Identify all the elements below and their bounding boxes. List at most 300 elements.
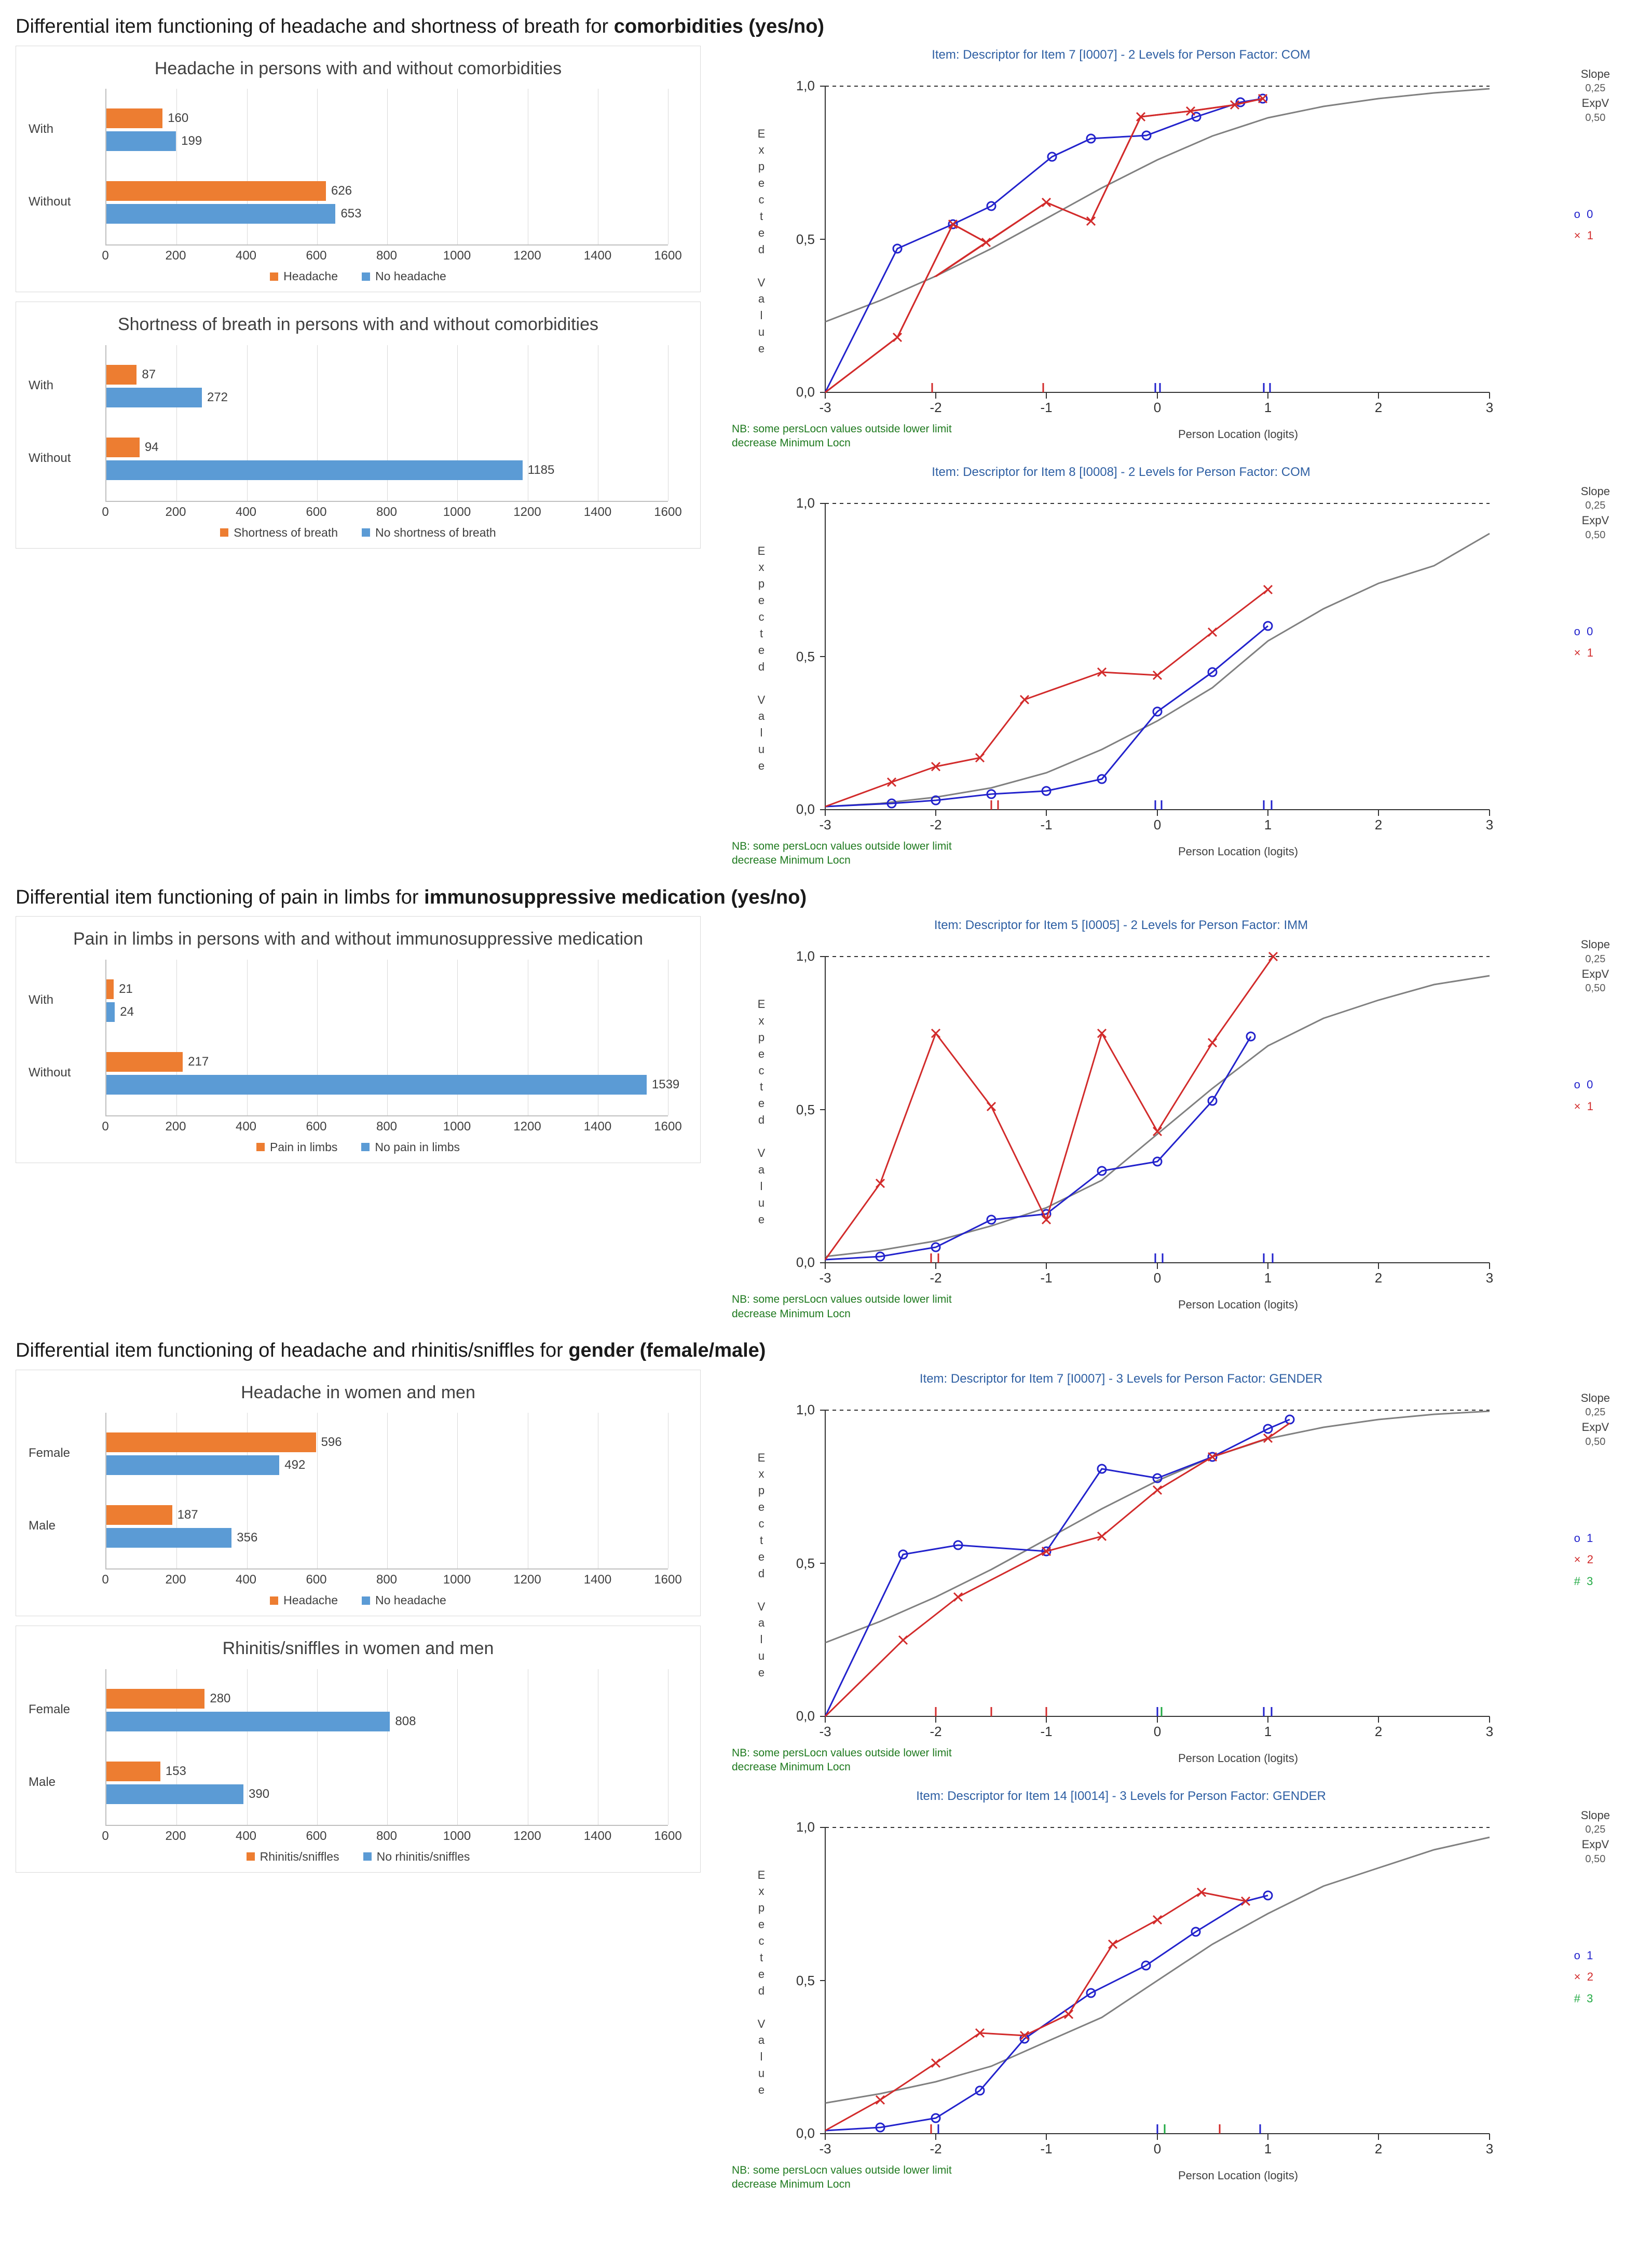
icc-legend-item-0: o 0 (1574, 624, 1593, 638)
bar-group-with (29, 975, 668, 1032)
x-tick: 400 (235, 1828, 257, 1843)
slope-label: Slope (1580, 1391, 1610, 1404)
icc-legend-label: 1 (1587, 1531, 1593, 1545)
x-tick: 600 (306, 1828, 327, 1843)
bar-pain-without (106, 1052, 209, 1072)
bar-value: 21 (119, 981, 133, 996)
svg-text:2: 2 (1374, 399, 1383, 415)
svg-text:-2: -2 (930, 2140, 942, 2157)
icc-note (732, 422, 952, 451)
bar-headache-male (106, 1505, 198, 1525)
bar-nosob-with (106, 388, 228, 407)
x-tick: 1400 (583, 1828, 612, 1843)
bar-value: 1185 (527, 462, 555, 477)
icc-chart-item5-imm (721, 918, 1624, 1333)
legend-swatch-orange (270, 272, 278, 281)
bar-group-without (29, 1048, 680, 1105)
icc-x-axis-label: Person Location (logits) (1178, 1298, 1299, 1311)
legend-swatch-orange (270, 1596, 278, 1605)
svg-text:0,0: 0,0 (796, 801, 815, 817)
svg-text:3: 3 (1485, 399, 1494, 415)
x-tick: 400 (235, 504, 257, 519)
x-tick: 1000 (443, 1573, 471, 1587)
svg-text:1,0: 1,0 (796, 495, 815, 511)
legend-swatch-blue (362, 272, 370, 281)
x-tick: 1200 (513, 249, 541, 263)
icc-note-line1: NB: some persLocn values outside lower limit (732, 1293, 952, 1306)
svg-text:2: 2 (1374, 1723, 1383, 1739)
figure-row-2 (16, 916, 1636, 1333)
x-tick: 1400 (583, 1573, 612, 1587)
icc-legend-label: 0 (1587, 1078, 1593, 1091)
expv-value: 0,50 (1585, 982, 1606, 994)
legend-label: Pain in limbs (269, 1140, 338, 1154)
bar-x-ticks (102, 1569, 682, 1590)
bar-value: 653 (340, 207, 362, 221)
svg-text:1: 1 (1264, 816, 1272, 832)
bar-group-without (29, 177, 668, 234)
bar-x-ticks (102, 502, 682, 523)
bar-col-1 (16, 46, 716, 549)
legend-label: No headache (375, 269, 446, 283)
bar-nopain-without (106, 1075, 680, 1095)
x-tick: 1400 (583, 504, 612, 519)
icc-legend-item-1: × 1 (1574, 1099, 1593, 1113)
bar-rhinitis-female (106, 1689, 231, 1709)
svg-text:2: 2 (1374, 2140, 1383, 2157)
bar-chart-title: Headache in women and men (241, 1382, 475, 1402)
bar-value: 808 (395, 1714, 416, 1728)
legend-label: Headache (283, 269, 338, 283)
bar-value: 160 (168, 111, 189, 125)
icc-legend-label: 3 (1587, 1575, 1593, 1588)
bar-group-with (29, 361, 668, 418)
x-tick: 0 (102, 504, 109, 519)
bar-category-label: Female (29, 1446, 71, 1460)
bar-chart-headache-gender (16, 1370, 701, 1617)
bar-legend (28, 1593, 689, 1607)
bar-category-label: Male (29, 1775, 56, 1789)
bar-col-2 (16, 916, 716, 1163)
x-tick: 1000 (443, 249, 471, 263)
svg-text:2: 2 (1374, 816, 1383, 832)
x-tick: 1200 (513, 1573, 541, 1587)
bar-category-label: Male (29, 1519, 56, 1533)
x-tick: 1600 (654, 1119, 682, 1134)
icc-col-3 (716, 1370, 1636, 2204)
figure-row-3 (16, 1370, 1636, 2204)
bar-plot-area (29, 1669, 668, 1825)
bar-chart-pain-limbs-imm (16, 916, 701, 1163)
bar-headache-without (106, 181, 352, 201)
legend-label: Rhinitis/sniffles (260, 1849, 339, 1863)
x-tick: 800 (376, 1828, 398, 1843)
x-tick: 1200 (513, 504, 541, 519)
bar-noheadache-with (106, 131, 202, 151)
legend-swatch-orange (220, 528, 228, 537)
bar-value: 153 (165, 1764, 186, 1778)
icc-legend-item-2: × 2 (1574, 1553, 1593, 1566)
bar-value: 199 (181, 134, 202, 148)
icc-title: Item: Descriptor for Item 7 [I0007] - 3 Levels for Person Factor: GENDER (919, 1371, 1323, 1386)
icc-note (732, 839, 952, 868)
legend-swatch-blue (363, 1852, 372, 1861)
icc-plot (721, 65, 1531, 442)
x-tick: 0 (102, 1573, 109, 1587)
svg-text:2: 2 (1374, 1270, 1383, 1286)
icc-legend-item-0: o 0 (1574, 1078, 1593, 1091)
x-tick: 1000 (443, 1828, 471, 1843)
x-tick: 200 (165, 1828, 186, 1843)
icc-x-axis-label: Person Location (logits) (1178, 844, 1299, 858)
bar-chart-sob-comorbidities (16, 302, 701, 549)
section-title-3 (16, 1339, 1636, 1363)
icc-note (732, 2163, 952, 2192)
icc-legend (1574, 621, 1593, 664)
bar-norhinitis-male (106, 1784, 270, 1804)
svg-text:0: 0 (1153, 816, 1162, 832)
svg-text:0: 0 (1153, 2140, 1162, 2157)
svg-text:0: 0 (1153, 1270, 1162, 1286)
svg-text:-3: -3 (819, 816, 831, 832)
slope-label: Slope (1580, 938, 1610, 951)
slope-label: Slope (1580, 67, 1610, 80)
section-title-3-text: Differential item functioning of headache and rhinitis/sniffles for (16, 1340, 569, 1361)
bar-chart-title: Pain in limbs in persons with and without immunosuppressive medication (73, 929, 643, 949)
x-tick: 200 (165, 1573, 186, 1587)
icc-legend-item-1: o 1 (1574, 1531, 1593, 1545)
icc-legend-label: 1 (1587, 229, 1593, 242)
x-tick: 600 (306, 504, 327, 519)
svg-text:-2: -2 (930, 399, 942, 415)
bar-chart-headache-comorbidities (16, 46, 701, 293)
slope-label: Slope (1580, 1808, 1610, 1822)
icc-chart-item14-gender (721, 1789, 1624, 2204)
x-tick: 200 (165, 504, 186, 519)
expv-label: ExpV (1581, 97, 1609, 110)
x-tick: 600 (306, 1119, 327, 1134)
bar-headache-female (106, 1432, 342, 1452)
icc-legend (1574, 1074, 1593, 1117)
bar-noheadache-without (106, 204, 362, 224)
bar-value: 596 (321, 1435, 342, 1449)
icc-legend-item-0: o 0 (1574, 207, 1593, 221)
x-tick: 1400 (583, 249, 612, 263)
bar-legend (28, 269, 689, 283)
svg-text:0,0: 0,0 (796, 384, 815, 400)
expv-label: ExpV (1581, 967, 1609, 980)
icc-title: Item: Descriptor for Item 14 [I0014] - 3 Levels for Person Factor: GENDER (916, 1789, 1326, 1803)
icc-note-line1: NB: some persLocn values outside lower limit (732, 422, 952, 435)
section-title-2-text: Differential item functioning of pain in limbs for (16, 886, 425, 908)
svg-text:-2: -2 (930, 1270, 942, 1286)
legend-item (256, 1140, 337, 1154)
bar-group-without (29, 433, 668, 490)
expv-value: 0,50 (1585, 1853, 1606, 1865)
slope-value: 0,25 (1585, 83, 1606, 94)
bar-col-3 (16, 1370, 716, 1873)
icc-slope-box (1581, 66, 1610, 125)
icc-chart-item8-com (721, 465, 1624, 880)
svg-text:-2: -2 (930, 1723, 942, 1739)
legend-item (362, 526, 496, 540)
svg-text:1: 1 (1264, 399, 1272, 415)
svg-text:-1: -1 (1040, 2140, 1053, 2157)
icc-x-axis-label: Person Location (logits) (1178, 1751, 1299, 1765)
bar-chart-title: Headache in persons with and without comorbidities (154, 58, 562, 78)
svg-text:0: 0 (1153, 1723, 1162, 1739)
x-tick: 400 (235, 249, 257, 263)
bar-category-label: With (29, 122, 53, 136)
bar-category-label: With (29, 992, 53, 1007)
svg-text:0,0: 0,0 (796, 1254, 815, 1270)
bar-headache-with (106, 108, 189, 128)
bar-plot-area (29, 960, 680, 1115)
legend-item (362, 269, 446, 283)
svg-text:3: 3 (1485, 816, 1494, 832)
icc-legend-label: 0 (1587, 624, 1593, 638)
legend-label: No shortness of breath (375, 525, 496, 539)
slope-value: 0,25 (1585, 953, 1606, 965)
bar-plot-area (29, 345, 668, 501)
icc-note-line2: decrease Minimum Locn (732, 1761, 851, 1773)
bar-norhinitis-female (106, 1712, 416, 1731)
x-tick: 1000 (443, 1119, 471, 1134)
legend-item (220, 526, 338, 540)
bar-pain-with (106, 979, 133, 999)
x-tick: 600 (306, 249, 327, 263)
x-tick: 1600 (654, 1573, 682, 1587)
bar-chart-title: Rhinitis/sniffles in women and men (222, 1639, 494, 1658)
x-tick: 400 (235, 1119, 257, 1134)
svg-text:-1: -1 (1040, 816, 1053, 832)
bar-value: 87 (142, 367, 156, 381)
bar-legend (28, 526, 689, 540)
legend-swatch-blue (361, 1143, 370, 1151)
icc-slope-box (1581, 1390, 1610, 1449)
bar-category-label: Without (29, 195, 71, 209)
x-tick: 1600 (654, 249, 682, 263)
svg-text:-1: -1 (1040, 1723, 1053, 1739)
bar-value: 24 (120, 1004, 134, 1019)
icc-legend-item-2: × 2 (1574, 1970, 1593, 1984)
x-tick: 1600 (654, 504, 682, 519)
legend-item (270, 1593, 338, 1607)
bar-x-ticks (102, 1116, 682, 1137)
icc-x-axis-label: Person Location (logits) (1178, 2168, 1299, 2182)
svg-text:1: 1 (1264, 2140, 1272, 2157)
icc-note (732, 1292, 952, 1321)
x-tick: 800 (376, 1573, 398, 1587)
legend-swatch-orange (256, 1143, 265, 1151)
legend-item (270, 269, 338, 283)
x-tick: 200 (165, 1119, 186, 1134)
svg-text:-1: -1 (1040, 1270, 1053, 1286)
bar-nosob-without (106, 460, 555, 480)
icc-note-line2: decrease Minimum Locn (732, 2178, 851, 2191)
legend-swatch-blue (362, 528, 370, 537)
bar-chart-title: Shortness of breath in persons with and without comorbidities (117, 315, 599, 334)
svg-text:0,5: 0,5 (796, 231, 815, 247)
icc-note-line2: decrease Minimum Locn (732, 854, 851, 867)
icc-chart-item7-com (721, 48, 1624, 463)
icc-note-line1: NB: some persLocn values outside lower limit (732, 840, 952, 852)
bar-group-with (29, 104, 668, 161)
svg-text:3: 3 (1485, 1723, 1494, 1739)
bar-group-female (29, 1685, 668, 1742)
bar-plot-area (29, 89, 668, 244)
icc-y-axis-label: E x p e c t e d V a l u e (757, 127, 766, 356)
bar-noheadache-male (106, 1528, 258, 1548)
section-title-3-bold: gender (female/male) (568, 1340, 766, 1361)
svg-text:-3: -3 (819, 1270, 831, 1286)
bar-sob-without (106, 438, 159, 457)
bar-value: 272 (207, 390, 228, 404)
bar-plot-area (29, 1413, 668, 1568)
icc-legend-label: 2 (1587, 1970, 1593, 1984)
bar-x-ticks (102, 1826, 682, 1847)
bar-rhinitis-male (106, 1762, 186, 1781)
icc-legend (1574, 1527, 1593, 1592)
legend-swatch-blue (362, 1596, 370, 1605)
icc-col-1 (716, 46, 1636, 880)
icc-legend-label: 1 (1587, 1948, 1593, 1962)
x-tick: 1600 (654, 1828, 682, 1843)
x-tick: 800 (376, 504, 398, 519)
icc-slope-box (1581, 1808, 1610, 1866)
slope-label: Slope (1580, 484, 1610, 498)
bar-sob-with (106, 365, 156, 385)
icc-plot (721, 1807, 1531, 2183)
icc-y-axis-label: E x p e c t e d V a l u e (757, 1451, 766, 1680)
svg-text:1: 1 (1264, 1723, 1272, 1739)
legend-label: Headache (283, 1593, 338, 1607)
x-tick: 0 (102, 249, 109, 263)
expv-value: 0,50 (1585, 112, 1606, 124)
legend-item (362, 1593, 446, 1607)
svg-text:3: 3 (1485, 2140, 1494, 2157)
icc-legend (1574, 1945, 1593, 2010)
x-tick: 800 (376, 249, 398, 263)
x-tick: 800 (376, 1119, 398, 1134)
icc-y-axis-label: E x p e c t e d V a l u e (757, 1868, 766, 2097)
icc-legend-label: 0 (1587, 207, 1593, 221)
icc-legend-item-3: # 3 (1574, 1575, 1593, 1588)
icc-legend-label: 3 (1587, 1992, 1593, 2005)
expv-label: ExpV (1581, 514, 1609, 527)
section-title-1-text: Differential item functioning of headache and shortness of breath for (16, 16, 614, 37)
bar-value: 626 (331, 184, 352, 198)
icc-slope-box (1581, 937, 1610, 995)
bar-category-label: With (29, 378, 53, 392)
icc-legend-label: 2 (1587, 1553, 1593, 1566)
legend-item (363, 1850, 470, 1864)
svg-text:0,0: 0,0 (796, 2125, 815, 2141)
x-tick: 0 (102, 1119, 109, 1134)
icc-plot (721, 1389, 1531, 1766)
bar-legend (28, 1140, 689, 1154)
bar-value: 356 (237, 1531, 258, 1545)
x-tick: 400 (235, 1573, 257, 1587)
icc-y-axis-label: E x p e c t e d V a l u e (757, 998, 766, 1226)
icc-legend-item-3: # 3 (1574, 1992, 1593, 2005)
svg-text:-3: -3 (819, 1723, 831, 1739)
section-title-1 (16, 15, 1636, 39)
icc-legend-label: 1 (1587, 646, 1593, 660)
bar-value: 492 (284, 1458, 306, 1472)
legend-label: No rhinitis/sniffles (376, 1849, 470, 1863)
legend-swatch-orange (247, 1852, 255, 1861)
svg-text:1,0: 1,0 (796, 77, 815, 93)
expv-value: 0,50 (1585, 1436, 1606, 1448)
svg-text:1,0: 1,0 (796, 1401, 815, 1417)
bar-noheadache-female (106, 1455, 306, 1475)
icc-plot (721, 936, 1531, 1312)
icc-note-line2: decrease Minimum Locn (732, 437, 851, 449)
bar-group-male (29, 1757, 668, 1814)
x-tick: 1200 (513, 1119, 541, 1134)
x-tick: 600 (306, 1573, 327, 1587)
bar-value: 390 (249, 1786, 270, 1801)
svg-text:0,5: 0,5 (796, 1555, 815, 1571)
x-tick: 1400 (583, 1119, 612, 1134)
section-title-1-bold: comorbidities (yes/no) (613, 16, 825, 37)
expv-label: ExpV (1581, 1838, 1609, 1851)
slope-value: 0,25 (1585, 500, 1606, 512)
icc-note-line1: NB: some persLocn values outside lower limit (732, 2164, 952, 2176)
svg-text:1,0: 1,0 (796, 1819, 815, 1835)
icc-y-axis-label: E x p e c t e d V a l u e (757, 544, 766, 773)
bar-chart-rhinitis-gender (16, 1626, 701, 1873)
bar-value: 94 (144, 440, 159, 454)
x-tick: 1000 (443, 504, 471, 519)
svg-text:-2: -2 (930, 816, 942, 832)
legend-item (247, 1850, 339, 1864)
icc-note (732, 1746, 952, 1775)
svg-text:0: 0 (1153, 399, 1162, 415)
expv-value: 0,50 (1585, 529, 1606, 541)
legend-label: No pain in limbs (375, 1140, 460, 1154)
figure-row-1 (16, 46, 1636, 880)
icc-note-line2: decrease Minimum Locn (732, 1307, 851, 1320)
section-title-2 (16, 885, 1636, 910)
bar-legend (28, 1850, 689, 1864)
svg-text:-3: -3 (819, 399, 831, 415)
bar-value: 217 (188, 1054, 209, 1069)
section-title-2-bold: immunosuppressive medication (yes/no) (424, 886, 807, 908)
icc-title: Item: Descriptor for Item 8 [I0008] - 2 Levels for Person Factor: COM (932, 465, 1310, 479)
x-tick: 0 (102, 1828, 109, 1843)
icc-chart-item7-gender (721, 1372, 1624, 1787)
svg-text:0,0: 0,0 (796, 1708, 815, 1724)
expv-label: ExpV (1581, 1421, 1609, 1434)
icc-note-line1: NB: some persLocn values outside lower limit (732, 1746, 952, 1759)
icc-col-2 (716, 916, 1636, 1333)
bar-category-label: Without (29, 1065, 71, 1080)
svg-text:3: 3 (1485, 1270, 1494, 1286)
legend-label: Shortness of breath (234, 525, 338, 539)
x-tick: 200 (165, 249, 186, 263)
slope-value: 0,25 (1585, 1824, 1606, 1836)
icc-slope-box (1581, 484, 1610, 542)
bar-category-label: Without (29, 451, 71, 465)
icc-legend-item-1: × 1 (1574, 229, 1593, 242)
bar-value: 1539 (651, 1077, 680, 1091)
icc-legend (1574, 203, 1593, 247)
icc-plot (721, 483, 1531, 859)
svg-text:0,5: 0,5 (796, 1102, 815, 1117)
bar-group-male (29, 1501, 668, 1558)
